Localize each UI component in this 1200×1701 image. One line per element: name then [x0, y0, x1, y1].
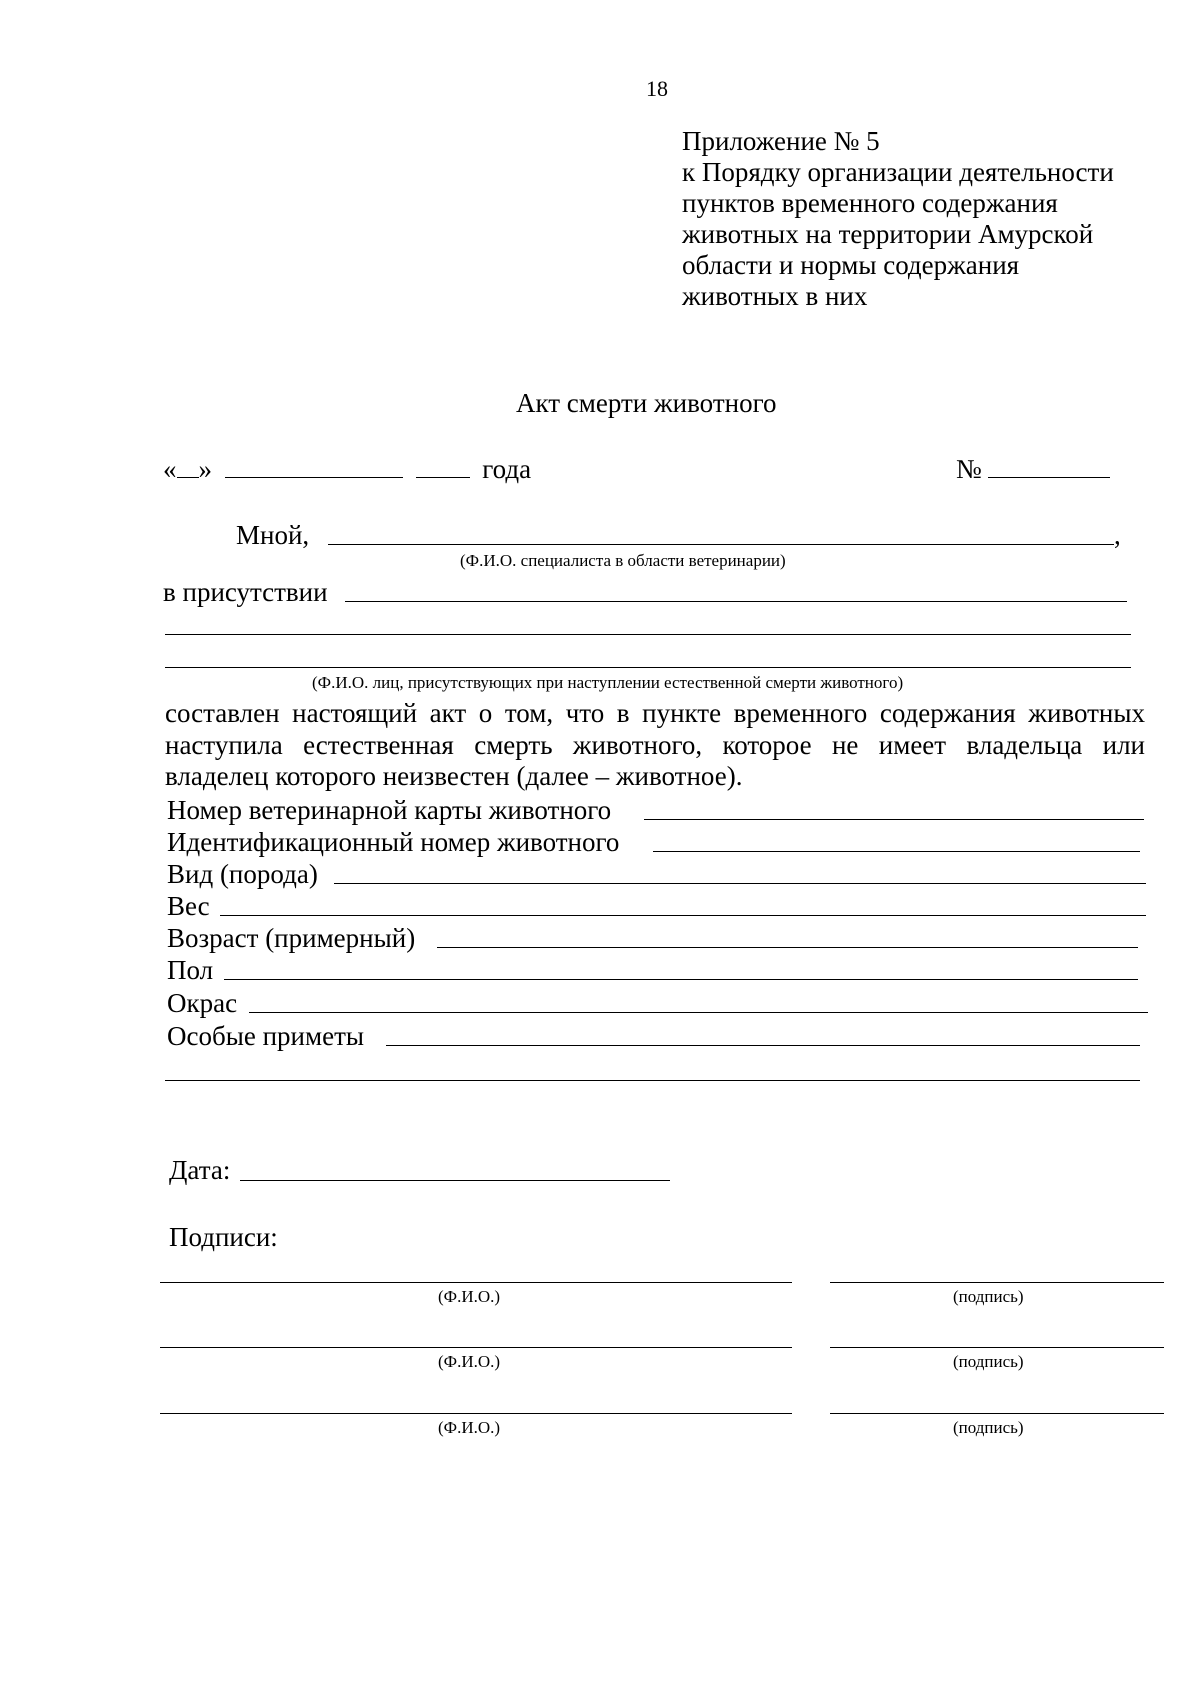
presence-blank-1[interactable] [345, 601, 1127, 602]
year-blank[interactable] [416, 477, 470, 478]
field-blank-marks-2[interactable] [165, 1080, 1140, 1081]
presence-blank-3[interactable] [165, 667, 1131, 668]
date-label: Дата: [169, 1155, 231, 1185]
appendix-line: к Порядку организации деятельности [682, 157, 1114, 187]
signatures-heading: Подписи: [169, 1222, 278, 1252]
page-number: 18 [646, 76, 668, 101]
document-title: Акт смерти животного [516, 388, 777, 418]
name-caption: (Ф.И.О.) [438, 1287, 501, 1306]
appendix-block [682, 126, 1114, 312]
field-label-breed: Вид (порода) [167, 859, 318, 889]
day-blank[interactable] [177, 477, 199, 478]
appendix-line: пунктов временного содержания [682, 188, 1058, 218]
presence-label: в присутствии [163, 577, 328, 607]
field-blank-vet-card[interactable] [644, 819, 1144, 820]
field-blank-weight[interactable] [220, 915, 1146, 916]
signature-name-blank[interactable] [160, 1282, 792, 1283]
field-blank-age[interactable] [437, 947, 1138, 948]
sign-caption: (подпись) [953, 1418, 1024, 1437]
year-word: года [482, 454, 532, 484]
date-blank[interactable] [240, 1180, 670, 1181]
appendix-line: области и нормы содержания [682, 250, 1020, 280]
presence-caption: (Ф.И.О. лиц, присутствующих при наступлении естественной смерти животного) [312, 673, 904, 692]
sign-caption: (подпись) [953, 1352, 1024, 1371]
statement-paragraph [165, 698, 1145, 793]
field-label-id-number: Идентификационный номер животного [167, 827, 620, 857]
quote-open: « [163, 454, 177, 484]
specialist-comma: , [1114, 520, 1121, 550]
field-blank-id-number[interactable] [653, 851, 1140, 852]
field-label-weight: Вес [167, 891, 210, 921]
field-label-color: Окрас [167, 988, 238, 1018]
month-blank[interactable] [225, 477, 403, 478]
number-sign: № [956, 454, 982, 484]
field-label-age: Возраст (примерный) [167, 923, 416, 953]
signature-sign-blank[interactable] [830, 1413, 1164, 1414]
signature-sign-blank[interactable] [830, 1347, 1164, 1348]
statement-line: владелец которого неизвестен (далее – животное). [165, 761, 743, 791]
appendix-line: Приложение № 5 [682, 126, 880, 156]
sign-caption: (подпись) [953, 1287, 1024, 1306]
signature-name-blank[interactable] [160, 1413, 792, 1414]
presence-blank-2[interactable] [165, 634, 1131, 635]
field-label-vet-card: Номер ветеринарной карты животного [167, 795, 612, 825]
appendix-line: животных в них [682, 281, 868, 311]
specialist-blank[interactable] [328, 544, 1114, 545]
field-blank-sex[interactable] [224, 979, 1138, 980]
appendix-line: животных на территории Амурской [682, 219, 1094, 249]
field-label-marks: Особые приметы [167, 1021, 365, 1051]
act-number [956, 456, 1110, 483]
quote-close: » [198, 454, 212, 484]
field-blank-breed[interactable] [334, 883, 1146, 884]
field-blank-marks-1[interactable] [386, 1045, 1140, 1046]
field-blank-color[interactable] [249, 1012, 1148, 1013]
name-caption: (Ф.И.О.) [438, 1352, 501, 1371]
name-caption: (Ф.И.О.) [438, 1418, 501, 1437]
specialist-caption: (Ф.И.О. специалиста в области ветеринарии) [460, 551, 786, 570]
statement-line: составлен настоящий акт о том, что в пункте временного содержания животных [165, 698, 1145, 728]
signature-sign-blank[interactable] [830, 1282, 1164, 1283]
act-number-blank[interactable] [988, 477, 1110, 478]
date-row [163, 456, 531, 483]
signature-name-blank[interactable] [160, 1347, 792, 1348]
field-label-sex: Пол [167, 955, 214, 985]
statement-line: наступила естественная смерть животного, которое не имеет владельца или [165, 729, 1145, 760]
specialist-label: Мной, [236, 520, 310, 550]
